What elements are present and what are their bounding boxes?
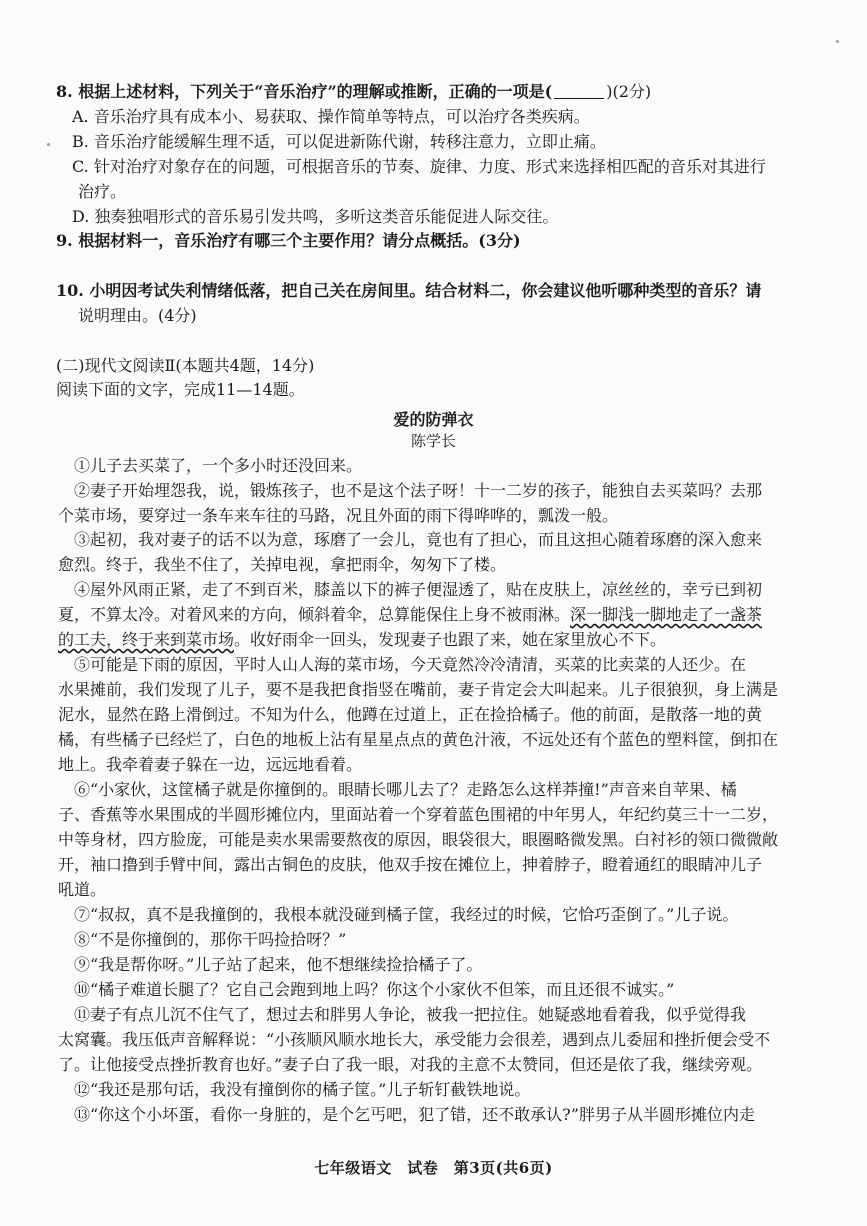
question-8-option-d: D. 独奏独唱形式的音乐易引发共鸣，多听这类音乐能促进人际交往。 <box>72 207 559 226</box>
paragraph-5-line-2: 水果摊前，我们发现了儿子，要不是我把食指竖在嘴前，妻子肯定会大叫起来。儿子很狼狈，身上满是 <box>58 680 779 699</box>
paragraph-11-line-1: ⑪妻子有点儿沉不住气了，想过去和胖男人争论，被我一把拉住。她疑惑地看着我，似乎觉得我 <box>74 1005 747 1024</box>
question-8-stem: 8. 根据上述材料，下列关于“音乐治疗”的理解或推断，正确的一项是( )(2分) <box>56 82 652 101</box>
paragraph-4-line-3: 的工夫，终于来到菜市场。收好雨伞一回头，发现妻子也跟了来，她在家里放心不下。 <box>58 630 667 649</box>
paragraph-5-line-3: 泥水，显然在路上滑倒过。不知为什么，他蹲在过道上，正在捡拾橘子。他的前面，是散落一地的黄 <box>58 705 763 724</box>
paragraph-5-line-5: 地上。我牵着妻子躲在一边，远远地看着。 <box>58 755 363 774</box>
section-instruction: 阅读下面的文字，完成11—14题。 <box>56 380 305 399</box>
wavy-underlined-text: 深一脚浅一脚地走了一盏茶 <box>570 605 763 624</box>
question-8-option-a: A. 音乐治疗具有成本小、易获取、操作简单等特点，可以治疗各类疾病。 <box>72 107 590 126</box>
question-8-option-c-cont: 治疗。 <box>78 182 127 201</box>
article-title: 爱的防弹衣 <box>393 410 474 429</box>
wavy-underlined-text: 的工夫，终于来到菜市场 <box>58 630 235 649</box>
paragraph-11-line-2: 太窝囊。我压低声音解释说：“小孩顺风顺水地长大，承受能力会很差，遇到点儿委屈和挫折便会受不 <box>58 1030 771 1049</box>
question-10-line-2: 说明理由。(4分) <box>78 306 197 325</box>
paragraph-2-line-1: ②妻子开始埋怨我，说，锻炼孩子，也不是这个法子呀！十一二岁的孩子，能独自去买菜吗？去那 <box>74 481 763 500</box>
paragraph-11-line-3: 了。让他接受点挫折教育也好。”妻子白了我一眼，对我的主意不太赞同，但还是依了我，继续旁观。 <box>58 1055 763 1074</box>
paragraph-3-line-2: 愈烈。终于，我坐不住了，关掉电视，拿把雨伞，匆匆下了楼。 <box>58 555 507 574</box>
paragraph-6-line-1: ⑥“小家伙，这筐橘子就是你撞倒的。眼睛长哪儿去了？走路怎么这样莽撞!”声音来自苹果、橘 <box>74 780 737 799</box>
question-9: 9. 根据材料一，音乐治疗有哪三个主要作用？请分点概括。(3分) <box>56 231 521 250</box>
page-footer: 七年级语文 试卷 第3页(共6页) <box>314 1159 553 1177</box>
paragraph-4-line-1: ④屋外风雨正紧，走了不到百米，膝盖以下的裤子便湿透了，贴在皮肤上，凉丝丝的，幸亏已到初 <box>74 580 763 599</box>
question-8-option-c: C. 针对治疗对象存在的问题，可根据音乐的节奏、旋律、力度、形式来选择相匹配的音乐对其进行 <box>72 157 766 176</box>
paragraph-8: ⑧“不是你撞倒的，那你干吗捡拾呀？” <box>74 930 347 949</box>
paragraph-7: ⑦“叔叔，真不是我撞倒的，我根本就没碰到橘子筐，我经过的时候，它恰巧歪倒了。”儿子说。 <box>74 905 739 924</box>
question-10-line-1: 10. 小明因考试失利情绪低落，把自己关在房间里。结合材料二，你会建议他听哪种类型的音乐？请 <box>56 281 762 300</box>
paragraph-6-line-3: 中等身材，四方脸庞，可能是卖水果需要熬夜的原因，眼袋很大，眼圈略微发黑。白衬衫的领口微微敞 <box>58 830 779 849</box>
paragraph-3-line-1: ③起初，我对妻子的话不以为意，琢磨了一会儿，竟也有了担心，而且这担心随着琢磨的深入愈来 <box>74 530 763 549</box>
paragraph-4-line-2: 夏，不算太冷。对着风来的方向，倾斜着伞，总算能保住上身不被雨淋。深一脚浅一脚地走了一盏茶 <box>58 605 763 624</box>
paragraph-6-line-5: 吼道。 <box>58 880 107 899</box>
paragraph-2-line-2: 个菜市场，要穿过一条车来车往的马路，况且外面的雨下得哗哗的，瓢泼一般。 <box>58 506 619 525</box>
paragraph-5-line-1: ⑤可能是下雨的原因，平时人山人海的菜市场，今天竟然冷冷清清，买菜的比卖菜的人还少。在 <box>74 655 747 674</box>
paragraph-5-line-4: 橘，有些橘子已经烂了，白色的地板上沾有星星点点的黄色汁液，不远处还有个蓝色的塑料筐，倒扣在 <box>58 730 779 749</box>
question-8-option-b: B. 音乐治疗能缓解生理不适，可以促进新陈代谢，转移注意力，立即止痛。 <box>72 132 606 151</box>
article-author: 陈学长 <box>410 432 456 450</box>
scan-speck <box>47 143 50 146</box>
answer-blank <box>554 83 604 99</box>
paragraph-10: ⑩“橘子难道长腿了？它自己会跑到地上吗？你这个小家伙不但笨，而且还很不诚实。” <box>74 980 675 999</box>
paragraph-1: ①儿子去买菜了，一个多小时还没回来。 <box>74 456 363 475</box>
scan-speck <box>836 40 839 43</box>
paragraph-6-line-2: 子、香蕉等水果围成的半圆形摊位内，里面站着一个穿着蓝色围裙的中年男人，年纪约莫三十一二岁， <box>58 805 779 824</box>
paragraph-6-line-4: 开，袖口撸到手臂中间，露出古铜色的皮肤，他双手按在摊位上，抻着脖子，瞪着通红的眼睛冲儿子 <box>58 855 763 874</box>
section-heading: (二)现代文阅读Ⅱ(本题共4题，14分) <box>56 356 315 375</box>
paragraph-13-line-1: ⑬“你这个小坏蛋，看你一身脏的，是个乞丐吧，犯了错，还不敢承认?”胖男子从半圆形摊位内走 <box>74 1105 755 1124</box>
paragraph-12: ⑫“我还是那句话，我没有撞倒你的橘子筐。”儿子斩钉截铁地说。 <box>74 1080 531 1099</box>
paragraph-9: ⑨“我是帮你呀。”儿子站了起来，他不想继续捡拾橘子了。 <box>74 955 483 974</box>
